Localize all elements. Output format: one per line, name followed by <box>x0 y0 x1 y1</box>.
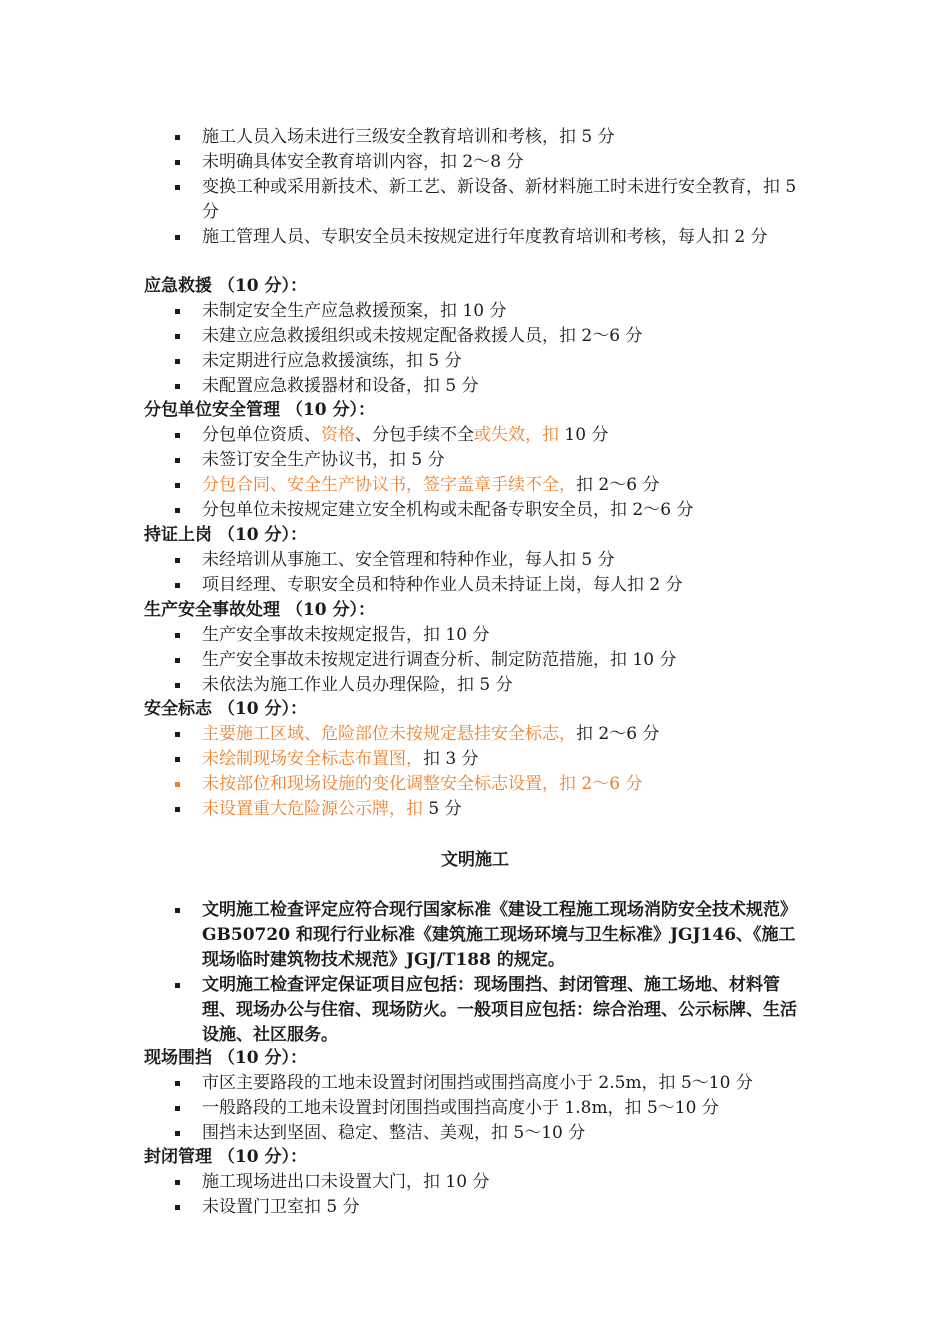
bullet-icon <box>175 433 180 438</box>
section-heading: 生产安全事故处理 （10 分）： <box>144 600 375 620</box>
bullet-icon <box>175 359 180 364</box>
section-heading: 封闭管理 （10 分）： <box>144 1147 307 1167</box>
bullet-icon <box>175 384 180 389</box>
bullet-icon <box>175 334 180 339</box>
list-item: 施工现场进出口未设置大门，扣 10 分 <box>144 1170 804 1195</box>
list-item: 未经培训从事施工、安全管理和特种作业，每人扣 5 分 <box>144 548 804 573</box>
list-item: 主要施工区域、危险部位未按规定悬挂安全标志，扣 2～6 分 <box>144 722 804 747</box>
emergency-list <box>144 299 804 399</box>
bullet-icon <box>175 508 180 513</box>
list-item: 分包单位资质、资格、分包手续不全或失效，扣 10 分 <box>144 423 804 448</box>
list-item: 未定期进行应急救援演练，扣 5 分 <box>144 349 804 374</box>
bullet-icon <box>175 1205 180 1210</box>
list-item: 分包合同、安全生产协议书，签字盖章手续不全，扣 2～6 分 <box>144 473 804 498</box>
list-item: 文明施工检查评定保证项目应包括：现场围挡、封闭管理、施工场地、材料管理、现场办公与住宿、现场防火。一般项目应包括：综合治理、公示标牌、生活设施、社区服务。 <box>144 973 804 1048</box>
bullet-icon <box>175 309 180 314</box>
list-item: 未明确具体安全教育培训内容，扣 2～8 分 <box>144 150 804 175</box>
list-item: 一般路段的工地未设置封闭围挡或围挡高度小于 1.8m，扣 5～10 分 <box>144 1096 804 1121</box>
list-item: 项目经理、专职安全员和特种作业人员未持证上岗，每人扣 2 分 <box>144 573 804 598</box>
bullet-icon <box>175 757 180 762</box>
subcontract-section <box>144 398 804 523</box>
bullet-icon <box>175 983 180 988</box>
list-item: 分包单位未按规定建立安全机构或未配备专职安全员，扣 2～6 分 <box>144 498 804 523</box>
accident-section <box>144 598 804 698</box>
emergency-section <box>144 274 804 399</box>
subcontract-list <box>144 423 804 523</box>
closed-management-list <box>144 1170 804 1220</box>
bullet-icon <box>175 633 180 638</box>
list-item: 未设置重大危险源公示牌，扣 5 分 <box>144 797 804 822</box>
training-list <box>144 125 804 250</box>
list-item: 未按部位和现场设施的变化调整安全标志设置，扣 2～6 分 <box>144 772 804 797</box>
list-item: 未签订安全生产协议书，扣 5 分 <box>144 448 804 473</box>
list-item: 变换工种或采用新技术、新工艺、新设备、新材料施工时未进行安全教育，扣 5 分 <box>144 175 804 225</box>
civilized-intro-list <box>144 898 804 1048</box>
bullet-icon <box>175 235 180 240</box>
section-heading: 现场围挡 （10 分）： <box>144 1048 307 1068</box>
accident-list <box>144 623 804 698</box>
section-heading: 应急救援 （10 分）： <box>144 276 307 296</box>
list-item: 施工人员入场未进行三级安全教育培训和考核，扣 5 分 <box>144 125 804 150</box>
bullet-icon <box>175 1081 180 1086</box>
bullet-icon <box>175 135 180 140</box>
list-item: 未建立应急救援组织或未按规定配备救援人员，扣 2～6 分 <box>144 324 804 349</box>
list-item: 未制定安全生产应急救援预案，扣 10 分 <box>144 299 804 324</box>
civilized-intro <box>144 898 804 1048</box>
section-heading: 分包单位安全管理 （10 分）： <box>144 400 375 420</box>
bullet-icon <box>175 683 180 688</box>
bullet-icon <box>175 1131 180 1136</box>
list-item: 未配置应急救援器材和设备，扣 5 分 <box>144 374 804 399</box>
bullet-icon <box>175 908 180 913</box>
list-item: 文明施工检查评定应符合现行国家标准《建设工程施工现场消防安全技术规范》GB50720 和现行行业标准《建筑施工现场环境与卫生标准》JGJ146、《施工现场临时建筑物技术规范》JGJ/T188 的规定。 <box>144 898 804 973</box>
bullet-icon <box>175 732 180 737</box>
bullet-icon <box>175 782 180 787</box>
training-section <box>144 125 804 250</box>
section-title: 文明施工 <box>441 850 509 870</box>
list-item: 未依法为施工作业人员办理保险，扣 5 分 <box>144 673 804 698</box>
certificate-section <box>144 523 804 598</box>
bullet-icon <box>175 185 180 190</box>
section-heading: 持证上岗 （10 分）： <box>144 525 307 545</box>
bullet-icon <box>175 658 180 663</box>
section-heading: 安全标志 （10 分）： <box>144 699 307 719</box>
list-item: 围挡未达到坚固、稳定、整洁、美观，扣 5～10 分 <box>144 1121 804 1146</box>
list-item: 生产安全事故未按规定进行调查分析、制定防范措施，扣 10 分 <box>144 648 804 673</box>
list-item: 未设置门卫室扣 5 分 <box>144 1195 804 1220</box>
bullet-icon <box>175 1106 180 1111</box>
bullet-icon <box>175 583 180 588</box>
enclosure-section <box>144 1046 804 1146</box>
list-item: 施工管理人员、专职安全员未按规定进行年度教育培训和考核，每人扣 2 分 <box>144 225 804 250</box>
bullet-icon <box>175 483 180 488</box>
bullet-icon <box>175 458 180 463</box>
bullet-icon <box>175 558 180 563</box>
bullet-icon <box>175 160 180 165</box>
bullet-icon <box>175 807 180 812</box>
list-item: 未绘制现场安全标志布置图，扣 3 分 <box>144 747 804 772</box>
bullet-icon <box>175 1180 180 1185</box>
enclosure-list <box>144 1071 804 1146</box>
list-item: 市区主要路段的工地未设置封闭围挡或围挡高度小于 2.5m，扣 5～10 分 <box>144 1071 804 1096</box>
certificate-list <box>144 548 804 598</box>
closed-management-section <box>144 1145 804 1220</box>
signs-list <box>144 722 804 822</box>
signs-section <box>144 697 804 822</box>
list-item: 生产安全事故未按规定报告，扣 10 分 <box>144 623 804 648</box>
